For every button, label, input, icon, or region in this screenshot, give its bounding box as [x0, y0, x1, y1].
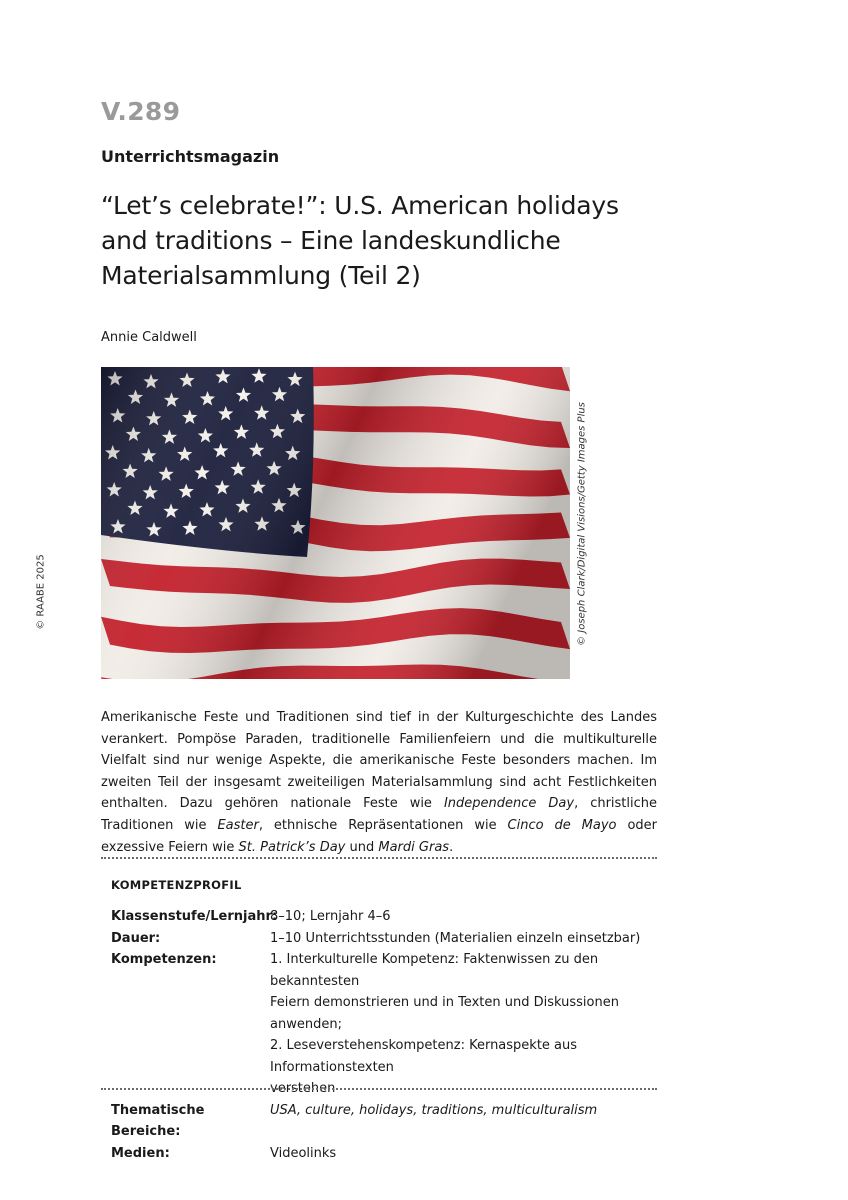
profil-value	[270, 1100, 651, 1143]
magazine-name: Unterrichtsmagazin	[101, 147, 280, 166]
document-title	[101, 188, 621, 293]
intro-text: .	[449, 839, 454, 855]
holiday-name: St. Patrick’s Day	[238, 839, 346, 855]
holiday-name: Cinco de Mayo	[507, 817, 617, 833]
author-name: Annie Caldwell	[101, 330, 197, 345]
kompetenzprofil-table	[111, 906, 651, 1164]
profil-row-kompetenzen	[111, 949, 651, 1100]
profil-value-line: 1. Interkulturelle Kompetenz: Faktenwissen zu den bekanntesten	[270, 952, 599, 989]
holiday-name: Mardi Gras	[378, 839, 450, 855]
profil-label: Kompetenzen:	[111, 952, 217, 967]
side-copyright: © RAABE 2025	[35, 554, 47, 630]
profil-label: Klassenstufe/Lernjahr:	[111, 909, 278, 924]
title-line-3: Materialsammlung (Teil 2)	[101, 261, 421, 290]
profil-row-dauer	[111, 928, 651, 950]
divider-bottom	[101, 1088, 657, 1090]
kompetenzprofil-heading: KOMPETENZPROFIL	[111, 878, 242, 892]
intro-text: , ethnische Repräsentationen wie	[258, 817, 508, 833]
profil-value-line: 8–10; Lernjahr 4–6	[270, 909, 391, 924]
profil-value	[270, 949, 651, 1100]
profil-value-line: Feiern demonstrieren und in Texten und Diskussionen anwenden;	[270, 995, 619, 1032]
document-code: V.289	[101, 97, 181, 126]
intro-text: und	[345, 839, 379, 855]
intro-text: , christliche Traditionen wie	[101, 796, 658, 833]
profil-value-line: USA, culture, holidays, traditions, multiculturalism	[270, 1102, 598, 1118]
american-flag-photo	[101, 367, 570, 679]
profil-value-line: Videolinks	[270, 1145, 337, 1161]
profil-label: Dauer:	[111, 930, 161, 946]
profil-value	[270, 928, 651, 950]
profil-row-medien	[111, 1143, 651, 1165]
profil-row-klassenstufe	[111, 906, 651, 928]
profil-value-line: 2. Leseverstehenskompetenz: Kernaspekte aus Informationstexten	[270, 1038, 578, 1075]
profil-value	[270, 1143, 651, 1165]
title-line-2: and traditions – Eine landeskundliche	[101, 226, 561, 255]
profil-row-thematische-bereiche	[111, 1100, 651, 1143]
profil-value-line: verstehen	[270, 1081, 336, 1096]
title-line-1: “Let’s celebrate!”: U.S. American holidays	[101, 191, 619, 220]
photo-credit: © Joseph Clark/Digital Visions/Getty Images Plus	[576, 402, 588, 646]
intro-paragraph	[101, 707, 657, 858]
holiday-name: Independence Day	[443, 796, 575, 812]
profil-value	[270, 906, 651, 928]
profil-label: Medien:	[111, 1145, 170, 1161]
intro-text: Amerikanische Feste und Traditionen sind tief in der Kulturgeschichte des Landes verankert. Pompöse Paraden, traditionelle Familienfeiern und die multikulturelle Vielfalt sind nur wenige Aspekte, die amerikanische Feste besonders machen. Im zweiten Teil der insgesamt zweiteiligen Materialsammlung sind acht Festlichkeiten enthalten. Dazu gehören nationale Feste wie	[101, 710, 657, 812]
intro-text: oder exzessive Feiern wie	[101, 817, 657, 855]
profil-value-line: 1–10 Unterrichtsstunden (Materialien einzeln einsetzbar)	[270, 930, 641, 946]
profil-label: Thematische Bereiche:	[111, 1102, 205, 1139]
divider-top	[101, 857, 657, 859]
holiday-name: Easter	[217, 817, 259, 833]
